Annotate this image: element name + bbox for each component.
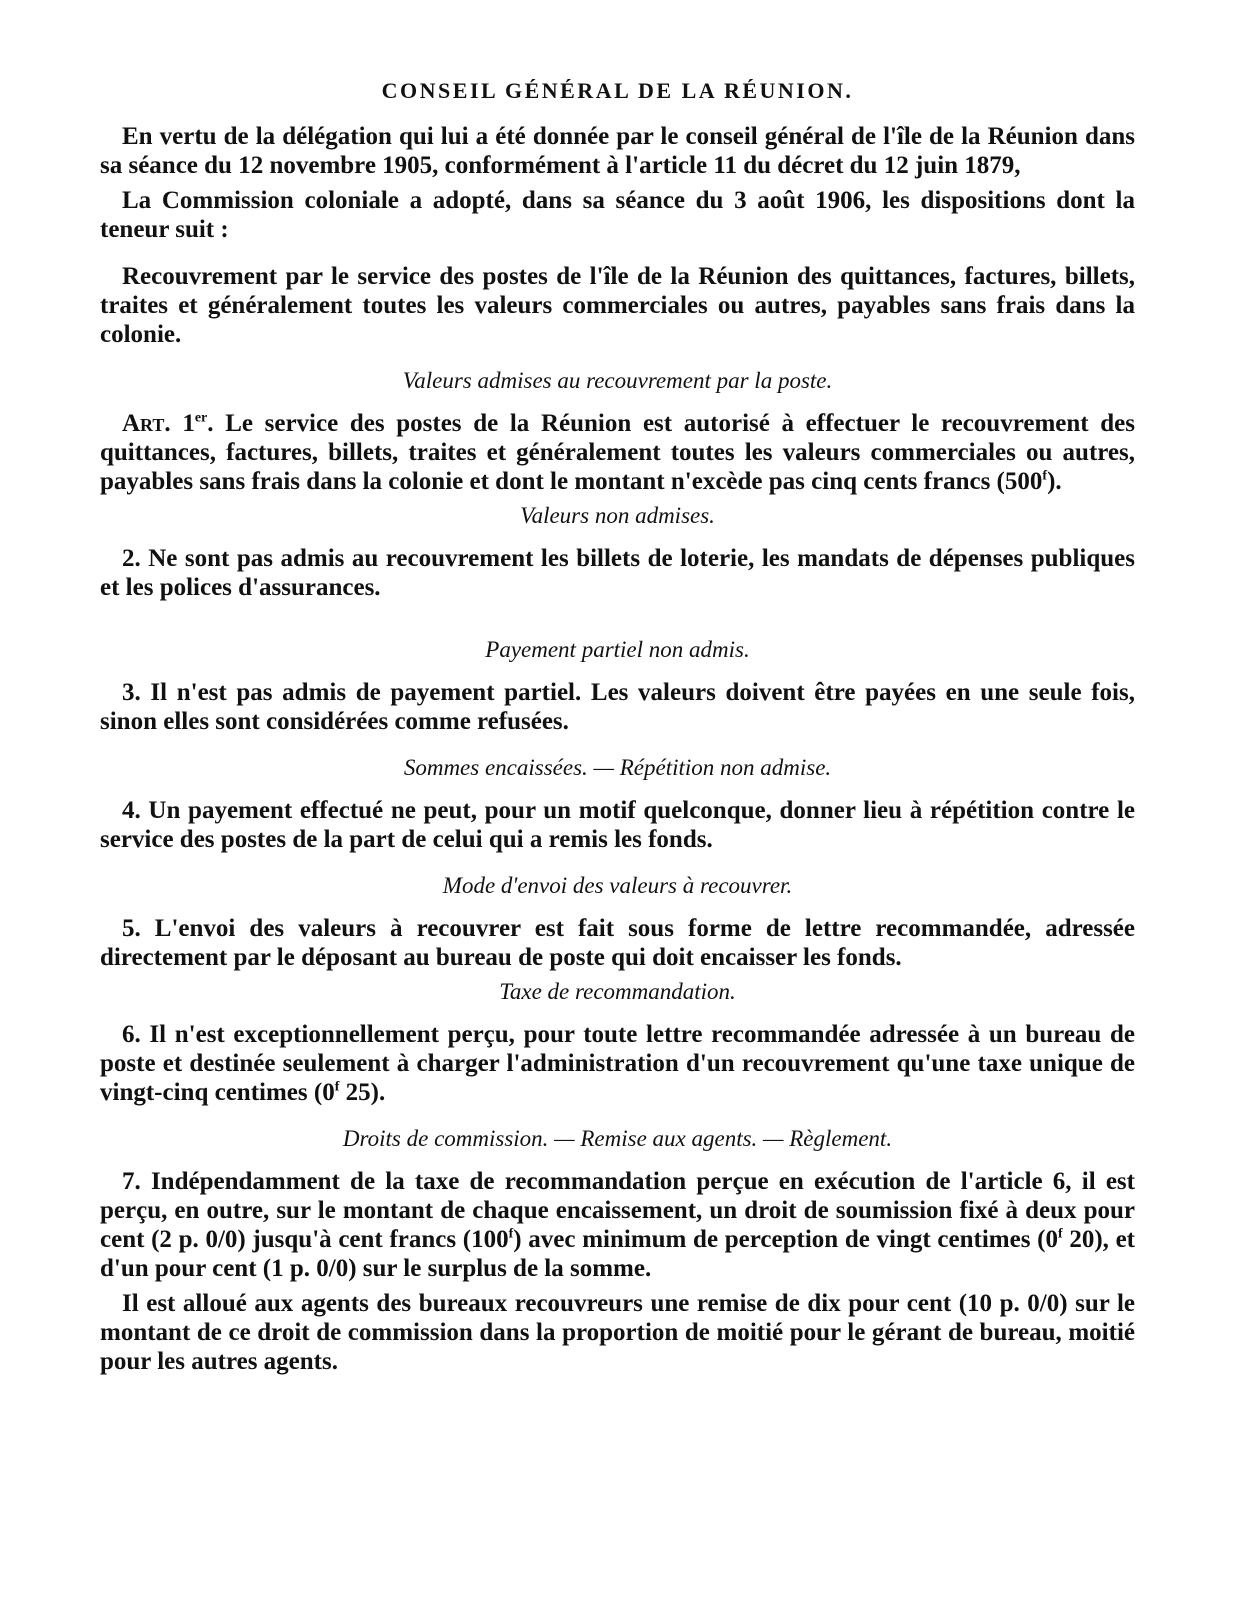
article-1-text-a: . Le service des postes de la Réunion est autorisé à effectuer le recouvrement des quittances, factures, billets, traites et généralement toutes les valeurs commerciales ou autres, payables sans frais dans la colonie et dont le montant n'excède pas cinq cents francs (500	[100, 410, 1135, 495]
article-7-text-c: 20), et d'un pour cent (1 p. 0/0) sur le surplus de la somme.	[100, 1226, 1136, 1282]
page-title: CONSEIL GÉNÉRAL DE LA RÉUNION.	[381, 78, 854, 103]
section-heading-3: Payement partiel non admis.	[485, 637, 750, 662]
section-heading-5: Mode d'envoi des valeurs à recouvrer.	[442, 873, 793, 898]
section-heading-1: Valeurs admises au recouvrement par la poste.	[402, 368, 833, 393]
article-2: 2. Ne sont pas admis au recouvrement les billets de loterie, les mandats de dépenses publiques et les polices d'assurances.	[100, 545, 1135, 601]
intro-paragraph-2: La Commission coloniale a adopté, dans sa séance du 3 août 1906, les dispositions dont la teneur suit :	[100, 187, 1135, 243]
section-heading-7: Droits de commission. — Remise aux agents. — Règlement.	[342, 1126, 893, 1151]
article-7-text-a: 7. Indépendamment de la taxe de recommandation perçue en exécution de l'article 6, il est perçu, en outre, sur le montant de chaque encaissement, un droit de soumission fixé à deux pour cent (2 p. 0/0) jusqu'à cent francs (100	[100, 1168, 1135, 1253]
intro-paragraph-3: Recouvrement par le service des postes de l'île de la Réunion des quittances, factures, billets, traites et généralement toutes les valeurs commerciales ou autres, payables sans frais dans la colonie.	[100, 263, 1135, 348]
article-6-text-a: 6. Il n'est exceptionnellement perçu, pour toute lettre recommandée adressée à un bureau de poste et destinée seulement à charger l'administration d'un recouvrement qu'une taxe unique de vingt-cinq centimes (0	[100, 1021, 1135, 1106]
article-7-sup-1: f	[508, 1226, 514, 1242]
article-1-label: Art. 1	[122, 410, 195, 437]
article-7-paragraph-2: Il est alloué aux agents des bureaux recouvreurs une remise de dix pour cent (10 p. 0/0) sur le montant de ce droit de commission dans la proportion de moitié pour le gérant de bureau, moitié pour les autres agents.	[100, 1290, 1135, 1375]
article-7-text-b: ) avec minimum de perception de vingt centimes (0	[513, 1226, 1058, 1253]
article-6-text-b: 25).	[339, 1079, 386, 1106]
section-heading-2: Valeurs non admises.	[520, 503, 715, 528]
article-7	[100, 1167, 1135, 1283]
intro-paragraph-1: En vertu de la délégation qui lui a été donnée par le conseil général de l'île de la Réunion dans sa séance du 12 novembre 1905, conformément à l'article 11 du décret du 12 juin 1879,	[100, 123, 1135, 179]
article-1	[100, 409, 1135, 496]
section-heading-4: Sommes encaissées. — Répétition non admise.	[403, 755, 832, 780]
article-6	[100, 1020, 1135, 1107]
article-1-sup: f	[1042, 468, 1048, 484]
article-7-sup-2: f	[1057, 1226, 1063, 1242]
article-3: 3. Il n'est pas admis de payement partiel. Les valeurs doivent être payées en une seule fois, sinon elles sont considérées comme refusées.	[100, 679, 1135, 735]
article-6-sup: f	[334, 1079, 340, 1095]
section-heading-6: Taxe de recommandation.	[499, 979, 736, 1004]
article-1-text-b: ).	[1047, 468, 1062, 495]
article-1-label-sup: er	[194, 410, 208, 426]
article-4: 4. Un payement effectué ne peut, pour un motif quelconque, donner lieu à répétition contre le service des postes de la part de celui qui a remis les fonds.	[100, 797, 1135, 853]
article-5: 5. L'envoi des valeurs à recouvrer est fait sous forme de lettre recommandée, adressée directement par le déposant au bureau de poste qui doit encaisser les fonds.	[100, 915, 1135, 971]
